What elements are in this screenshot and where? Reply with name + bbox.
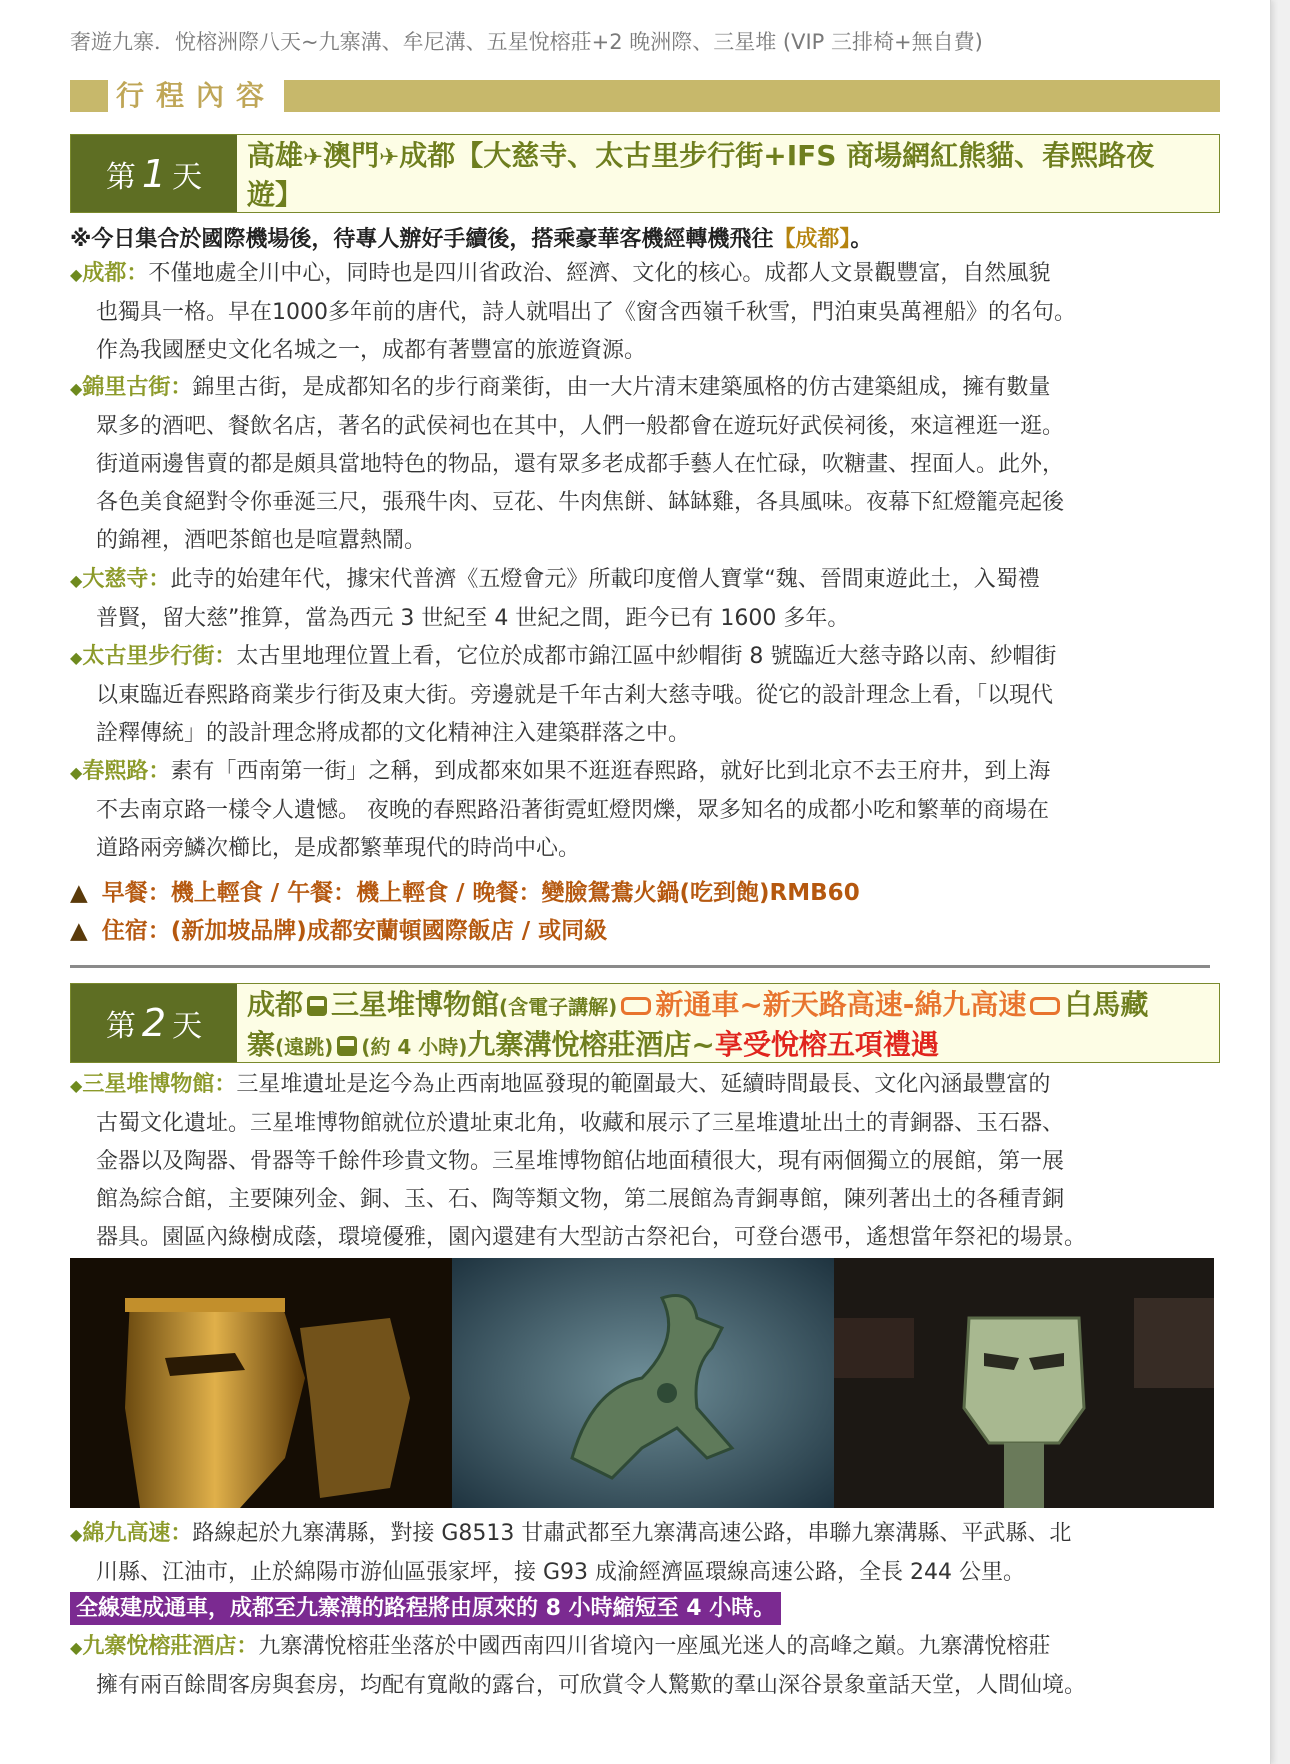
attraction-term: 綿九高速：	[82, 1521, 193, 1546]
attraction-jinli	[70, 369, 1220, 560]
attraction-term: 三星堆博物館：	[82, 1072, 237, 1097]
triangle-icon: ▲	[70, 918, 88, 944]
title-seg: 澳門	[323, 139, 380, 172]
attraction-text: 川縣、江油市，止於綿陽市游仙區張家坪，接 G93 成渝經濟區環線高速公路，全長 244 公里。	[96, 1560, 1026, 1585]
attraction-text: 眾多的酒吧、餐飲名店，著名的武侯祠也在其中，人們一般都會在遊玩好武侯祠後，來這裡逛一逛。	[96, 414, 1065, 439]
attraction-text: 器具。園區內綠樹成蔭，環境優雅，園內還建有大型訪古祭祀台，可登台憑弔，遙想當年祭祀的場景。	[96, 1225, 1087, 1250]
bullet-icon: ◆	[70, 265, 83, 284]
plane-icon: ✈	[379, 143, 400, 171]
intro-text: 。	[850, 227, 873, 252]
attraction-text: 各色美食絕對令你垂涎三尺，張飛牛肉、豆花、牛肉焦餅、缽缽雞，各具風味。夜幕下紅燈籠亮起後	[96, 490, 1065, 515]
attraction-text: 館為綜合館，主要陳列金、銅、玉、石、陶等類文物，第二展館為青銅專館，陳列著出土的各種青銅	[96, 1187, 1065, 1212]
day1-title	[247, 137, 1209, 213]
day-number: 1	[141, 151, 167, 196]
attraction-text: 作為我國歷史文化名城之一，成都有著豐富的旅遊資源。	[96, 338, 647, 363]
bullet-icon: ◆	[70, 379, 83, 398]
title-seg: 寨	[247, 1028, 276, 1061]
car-icon	[621, 997, 651, 1015]
stay-text: 住宿：(新加坡品牌)成都安蘭頓國際飯店 / 或同級	[101, 918, 608, 944]
attraction-taikoo-li	[70, 638, 1220, 753]
day1-intro	[70, 222, 1220, 253]
attraction-term: 九寨悅榕莊酒店：	[82, 1634, 259, 1659]
day2-title	[247, 986, 1209, 1066]
attraction-text: 古蜀文化遺址。三星堆博物館就位於遺址東北角，收藏和展示了三星堆遺址出土的青銅器、玉石器、	[96, 1111, 1065, 1136]
title-seg: 三星堆博物館	[331, 988, 500, 1021]
title-seg: 白馬藏	[1064, 988, 1149, 1021]
bullet-icon: ◆	[70, 1076, 83, 1095]
title-seg: 九寨溝悅榕莊酒店~	[467, 1028, 715, 1061]
day-number: 2	[141, 1001, 167, 1045]
attraction-text: 的錦裡，酒吧茶館也是喧囂熱鬧。	[96, 528, 427, 553]
attraction-chengdu	[70, 255, 1220, 370]
day1-header	[70, 134, 1220, 213]
section-banner	[70, 80, 1220, 112]
attraction-text: 詮釋傳統」的設計理念將成都的文化精神注入建築群落之中。	[96, 721, 691, 746]
title-seg: 享受悅榕五項禮遇	[714, 1028, 939, 1061]
section-title: 行程內容	[108, 78, 284, 114]
attraction-text: 九寨溝悅榕莊坐落於中國西南四川省境內一座風光迷人的高峰之巔。九寨溝悅榕莊	[258, 1634, 1051, 1659]
bronze-head-photo	[834, 1258, 1214, 1508]
bus-icon	[307, 996, 327, 1016]
attraction-term: 太古里步行街：	[82, 644, 237, 669]
document-header: 奢遊九寨．悅榕洲際八天~九寨溝、牟尼溝、五星悅榕莊+2 晚洲際、三星堆 (VIP 三排椅+無自費)	[70, 30, 983, 54]
stay-info	[70, 912, 1220, 945]
bronze-beast-photo	[452, 1258, 834, 1508]
title-seg: (約 4 小時)	[361, 1035, 468, 1059]
day-prefix: 第	[105, 159, 136, 195]
bullet-icon: ◆	[70, 648, 83, 667]
attraction-text: 以東臨近春熙路商業步行街及東大街。旁邊就是千年古剎大慈寺哦。從它的設計理念上看，「以現代	[96, 683, 1054, 708]
attraction-term: 大慈寺：	[82, 567, 171, 592]
attraction-text: 素有「西南第一街」之稱，到成都來如果不逛逛春熙路，就好比到北京不去王府井，到上海	[170, 759, 1051, 784]
attraction-text: 太古里地理位置上看，它位於成都市錦江區中紗帽街 8 號臨近大慈寺路以南、紗帽街	[236, 644, 1057, 669]
attraction-text: 三星堆遺址是迄今為止西南地區發現的範圍最大、延續時間最長、文化內涵最豐富的	[236, 1072, 1051, 1097]
bullet-icon: ◆	[70, 1525, 83, 1544]
attraction-daci-temple	[70, 561, 1220, 638]
highway-highlight: 全線建成通車，成都至九寨溝的路程將由原來的 8 小時縮短至 4 小時。	[70, 1592, 781, 1625]
intro-text: ※今日集合於國際機場後，待專人辦好手續後，搭乘豪華客機經轉機飛往	[70, 227, 774, 252]
meal-info	[70, 874, 1220, 907]
day-suffix: 天	[172, 159, 203, 195]
attraction-text: 路線起於九寨溝縣，對接 G8513 甘肅武都至九寨溝高速公路，串聯九寨溝縣、平武縣、北	[192, 1521, 1072, 1546]
title-seg: 高雄	[247, 139, 304, 172]
attraction-text: 也獨具一格。早在1000多年前的唐代，詩人就唱出了《窗含西嶺千秋雪，門泊東吳萬裡船》的名句。	[96, 300, 1076, 325]
attraction-text: 金器以及陶器、骨器等千餘件珍貴文物。三星堆博物館佔地面積很大，現有兩個獨立的展館，第一展	[96, 1149, 1065, 1174]
title-seg: (遠跳)	[275, 1035, 334, 1059]
intro-highlight: 【成都】	[773, 227, 851, 252]
attraction-sanxingdui	[70, 1066, 1220, 1257]
attraction-text: 道路兩旁鱗次櫛比，是成都繁華現代的時尚中心。	[96, 836, 581, 861]
attraction-mianjiu-highway	[70, 1515, 1220, 1592]
attraction-chunxi-road	[70, 753, 1220, 868]
triangle-icon: ▲	[70, 880, 88, 906]
attraction-text: 不僅地處全川中心，同時也是四川省政治、經濟、文化的核心。成都人文景觀豐富，自然風貌	[148, 261, 1051, 286]
bronze-mask-photo	[70, 1258, 452, 1508]
attraction-text: 擁有兩百餘間客房與套房，均配有寬敞的露台，可欣賞令人驚歎的羣山深谷景象童話天堂，人間仙境。	[96, 1673, 1087, 1698]
attraction-text: 普賢，留大慈”推算，當為西元 3 世紀至 4 世紀之間，距今已有 1600 多年。	[96, 606, 850, 631]
attraction-text: 街道兩邊售賣的都是頗具當地特色的物品，還有眾多老成都手藝人在忙碌，吹糖畫、捏面人。此外，	[96, 452, 1065, 477]
bullet-icon: ◆	[70, 571, 83, 590]
car-icon	[1030, 997, 1060, 1015]
title-seg: 新通車~新天路高速-綿九高速	[655, 988, 1027, 1021]
photo-strip	[70, 1258, 1214, 1508]
plane-icon: ✈	[303, 143, 324, 171]
attraction-term: 春熙路：	[82, 759, 171, 784]
bullet-icon: ◆	[70, 1638, 83, 1657]
attraction-text: 錦里古街，是成都知名的步行商業街，由一大片清末建築風格的仿古建築組成，擁有數量	[192, 375, 1051, 400]
title-seg: (含電子講解)	[499, 995, 618, 1019]
title-seg: 遊】	[247, 178, 304, 211]
bullet-icon: ◆	[70, 763, 83, 782]
day1-label	[71, 135, 237, 212]
day2-header	[70, 983, 1220, 1063]
bus-icon	[337, 1036, 357, 1056]
day2-label	[71, 984, 237, 1062]
attraction-text: 不去南京路一樣令人遺憾。 夜晚的春熙路沿著街霓虹燈閃爍，眾多知名的成都小吃和繁華的商場在	[96, 798, 1049, 823]
attraction-term: 錦里古街：	[82, 375, 193, 400]
day-prefix: 第	[105, 1009, 136, 1044]
attraction-term: 成都：	[82, 261, 149, 286]
day-suffix: 天	[172, 1009, 203, 1044]
title-seg: 成都【大慈寺、太古里步行街+IFS 商場網紅熊貓、春熙路夜	[399, 139, 1155, 172]
meal-text: 早餐：機上輕食 / 午餐：機上輕食 / 晚餐：變臉鴛鴦火鍋(吃到飽)RMB60	[101, 880, 860, 906]
attraction-banyan-tree-hotel	[70, 1628, 1220, 1705]
title-seg: 成都	[247, 988, 304, 1021]
attraction-text: 此寺的始建年代，據宋代普濟《五燈會元》所載印度僧人寶掌“魏、晉間東遊此土，入蜀禮	[170, 567, 1040, 592]
day-divider	[70, 965, 1210, 968]
